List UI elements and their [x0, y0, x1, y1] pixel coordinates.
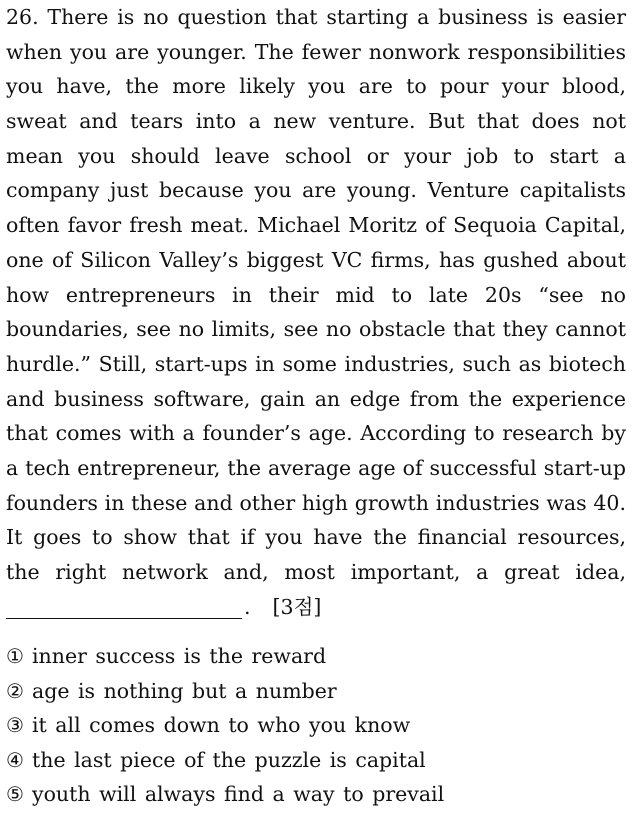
choice-3[interactable]	[6, 708, 626, 743]
passage-line: founders in these and other high growth industries was 40.	[6, 490, 626, 515]
choice-text: youth will always find a way to prevail	[32, 782, 445, 807]
choice-2[interactable]	[6, 674, 626, 709]
passage-line: hurdle.” Still, start-ups in some industries, such as biotech	[6, 351, 626, 376]
choice-4[interactable]	[6, 743, 626, 778]
choice-5[interactable]	[6, 777, 626, 812]
passage-line: sweat and tears into a new venture. But that does not	[6, 109, 626, 134]
passage-line: It goes to show that if you have the financial resources,	[6, 525, 626, 550]
passage-line: that comes with a founder’s age. According to research by	[6, 421, 626, 446]
passage-line: a tech entrepreneur, the average age of successful start-up	[6, 455, 626, 480]
choice-number: ①	[6, 644, 24, 668]
choice-number: ②	[6, 678, 24, 703]
passage-line: when you are younger. The fewer nonwork responsibilities	[6, 39, 626, 64]
question-passage	[6, 0, 626, 624]
choice-text: age is nothing but a number	[32, 678, 337, 703]
choice-number: ④	[6, 747, 24, 772]
passage-line: and business software, gain an edge from the experience	[6, 386, 626, 411]
passage-line: company just because you are young. Venture capitalists	[6, 178, 626, 203]
points-label: [3점]	[272, 594, 322, 619]
choice-text: it all comes down to who you know	[32, 713, 411, 738]
passage-line: you have, the more likely you are to pour your blood,	[6, 74, 626, 99]
answer-choices	[6, 639, 626, 812]
choice-number: ③	[6, 713, 24, 738]
passage-line: boundaries, see no limits, see no obstacle that they cannot	[6, 317, 626, 342]
choice-text: the last piece of the puzzle is capital	[32, 747, 426, 772]
passage-line: how entrepreneurs in their mid to late 20s “see no	[6, 282, 626, 307]
passage-line: the right network and, most important, a great idea,	[6, 560, 626, 584]
choice-number: ⑤	[6, 782, 24, 807]
answer-blank-row	[6, 590, 626, 625]
answer-blank	[6, 596, 242, 619]
passage-line: one of Silicon Valley’s biggest VC firms, has gushed about	[6, 247, 626, 272]
passage-line: 26. There is no question that starting a business is easier	[6, 5, 626, 29]
passage-line: mean you should leave school or your job to start a	[6, 143, 626, 168]
choice-1[interactable]	[6, 639, 626, 674]
passage-line: often favor fresh meat. Michael Moritz of Sequoia Capital,	[6, 213, 626, 238]
choice-text: inner success is the reward	[32, 644, 327, 668]
blank-suffix: .	[244, 594, 251, 619]
